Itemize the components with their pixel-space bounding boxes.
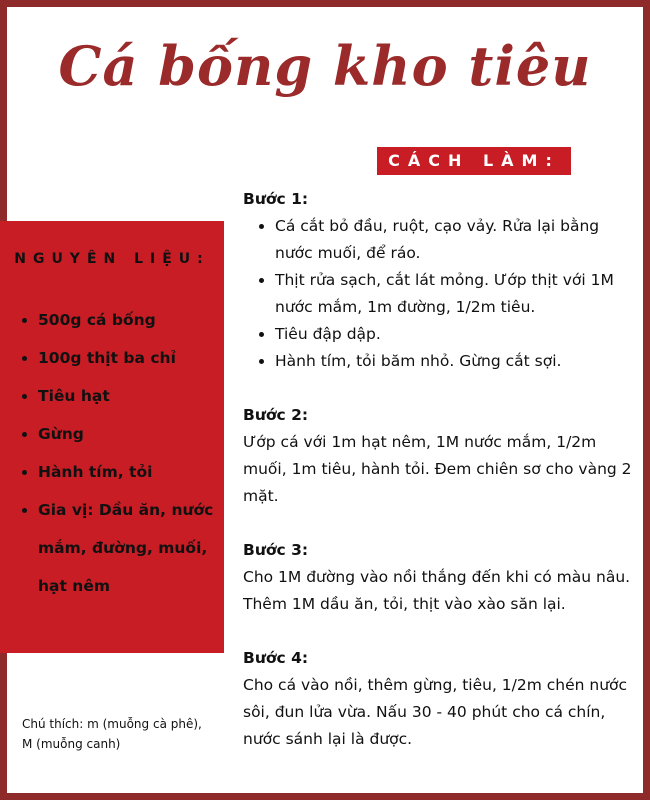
method-label: CÁCH LÀM: <box>377 147 571 175</box>
step-3 <box>243 537 635 618</box>
ingredients-heading: NGUYÊN LIỆU: <box>14 251 210 267</box>
ingredient-item: • Gia vị: Dầu ăn, nước mắm, đường, muối, hạt nêm <box>38 491 234 605</box>
method-steps <box>243 186 635 780</box>
footnote: Chú thích: m (muỗng cà phê), M (muỗng canh) <box>22 717 202 751</box>
ingredient-item: • 100g thịt ba chỉ <box>38 339 234 377</box>
page-title: Cá bống kho tiêu <box>58 34 592 98</box>
step-title: Bước 3: <box>243 541 309 559</box>
step-title: Bước 1: <box>243 190 309 208</box>
ingredients-panel <box>0 221 224 653</box>
step-4 <box>243 645 635 753</box>
step-text: Ướp cá với 1m hạt nêm, 1M nước mắm, 1/2m muối, 1m tiêu, hành tỏi. Đem chiên sơ cho vàng 2 mặt. <box>243 433 632 505</box>
ingredient-item: • Hành tím, tỏi <box>38 453 234 491</box>
step-1 <box>243 186 635 375</box>
step-bullet: • Hành tím, tỏi băm nhỏ. Gừng cắt sợi. <box>275 348 635 375</box>
step-text: Cho cá vào nồi, thêm gừng, tiêu, 1/2m chén nước sôi, đun lửa vừa. Nấu 30 - 40 phút cho cá chín, nước sánh lại là được. <box>243 676 628 748</box>
step-bullet: • Tiêu đập dập. <box>275 321 635 348</box>
ingredient-item: • Gừng <box>38 415 234 453</box>
ingredients-list <box>18 301 234 605</box>
step-1-list <box>243 213 635 375</box>
step-bullet: • Cá cắt bỏ đầu, ruột, cạo vảy. Rửa lại bằng nước muối, để ráo. <box>275 213 635 267</box>
ingredient-item: • Tiêu hạt <box>38 377 234 415</box>
step-text: Cho 1M đường vào nồi thắng đến khi có màu nâu. Thêm 1M dầu ăn, tỏi, thịt vào xào săn lại. <box>243 568 631 613</box>
step-bullet: • Thịt rửa sạch, cắt lát mỏng. Ướp thịt với 1M nước mắm, 1m đường, 1/2m tiêu. <box>275 267 635 321</box>
step-2 <box>243 402 635 510</box>
step-title: Bước 2: <box>243 406 309 424</box>
ingredient-item: • 500g cá bống <box>38 301 234 339</box>
step-title: Bước 4: <box>243 649 309 667</box>
